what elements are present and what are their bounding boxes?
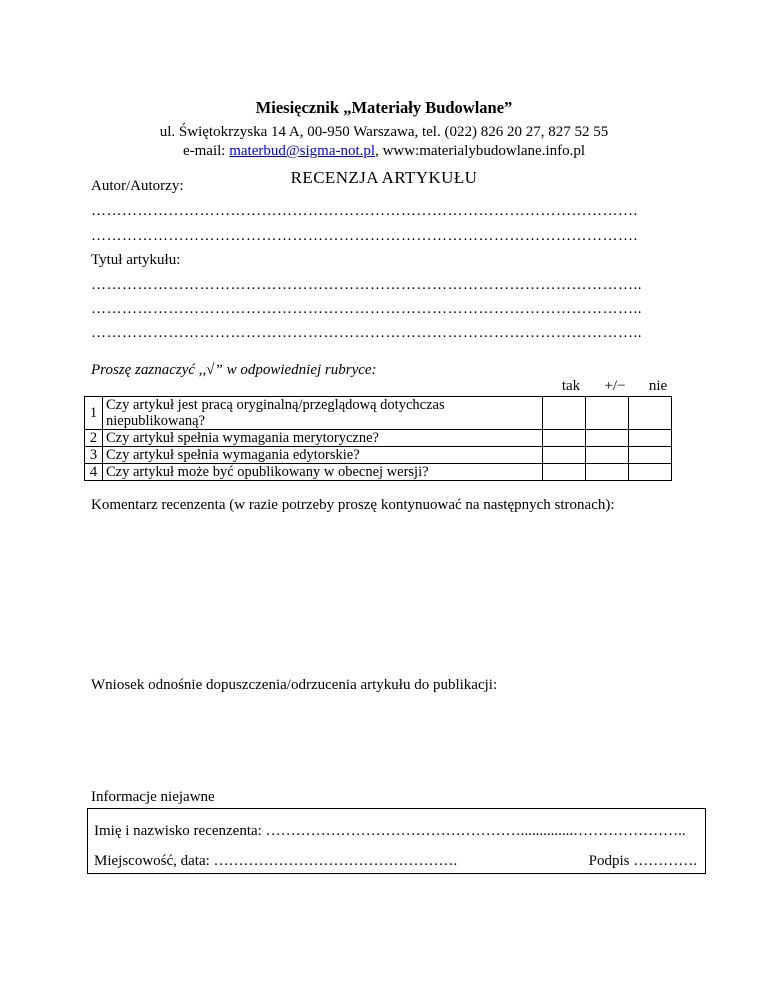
- table-row: [85, 464, 672, 481]
- question-number: 3: [85, 447, 103, 464]
- column-header-nie: nie: [648, 378, 668, 394]
- conclusion-area[interactable]: [87, 700, 706, 785]
- email-link[interactable]: materbud@sigma-not.pl: [229, 143, 376, 159]
- table-row: [85, 397, 672, 430]
- journal-contact: [0, 143, 768, 160]
- table-row: [85, 447, 672, 464]
- table-row: [85, 430, 672, 447]
- comment-label: Komentarz recenzenta (w razie potrzeby proszę kontynuować na następnych stronach):: [91, 497, 615, 513]
- question-text: Czy artykuł spełnia wymagania merytoryczne?: [103, 430, 543, 447]
- comment-area[interactable]: [87, 520, 706, 670]
- instruction-text: Proszę zaznaczyć ,,√” w odpowiedniej rubryce:: [91, 362, 377, 378]
- question-number: 4: [85, 464, 103, 481]
- confidential-box: [87, 808, 706, 874]
- column-header-partial: +/−: [604, 378, 626, 394]
- checkbox-partial[interactable]: [586, 430, 629, 447]
- checkbox-nie[interactable]: [629, 430, 672, 447]
- article-title-field-line[interactable]: ……………………………………………………………………………………………..: [91, 277, 642, 293]
- checkbox-tak[interactable]: [543, 430, 586, 447]
- place-date-field[interactable]: Miejscowość, data: ………………………………………….: [94, 853, 458, 869]
- email-prefix: e-mail:: [182, 143, 230, 159]
- question-text: Czy artykuł spełnia wymagania edytorskie?: [103, 447, 543, 464]
- author-label: Autor/Autorzy:: [91, 178, 184, 194]
- question-text: Czy artykuł może być opublikowany w obecnej wersji?: [103, 464, 543, 481]
- question-text: Czy artykuł jest pracą oryginalną/przeglądową dotychczas niepublikowaną?: [103, 397, 543, 430]
- signature-field[interactable]: Podpis ………….: [588, 853, 697, 869]
- column-header-tak: tak: [561, 378, 581, 394]
- checkbox-nie[interactable]: [629, 397, 672, 430]
- checkbox-nie[interactable]: [629, 447, 672, 464]
- author-field-line[interactable]: …………………………………………………………………………………………….: [91, 203, 638, 219]
- checkbox-partial[interactable]: [586, 464, 629, 481]
- checkbox-nie[interactable]: [629, 464, 672, 481]
- author-field-line[interactable]: …………………………………………………………………………………………….: [91, 228, 638, 244]
- questions-table: [84, 396, 672, 481]
- question-number: 2: [85, 430, 103, 447]
- checkbox-partial[interactable]: [586, 397, 629, 430]
- website-text: , www:materialybudowlane.info.pl: [375, 143, 586, 159]
- article-title-label: Tytuł artykułu:: [91, 252, 181, 268]
- question-number: 1: [85, 397, 103, 430]
- checkbox-tak[interactable]: [543, 397, 586, 430]
- journal-address: ul. Świętokrzyska 14 A, 00-950 Warszawa, tel. (022) 826 20 27, 827 52 55: [159, 124, 609, 140]
- article-title-field-line[interactable]: ……………………………………………………………………………………………..: [91, 301, 642, 317]
- checkbox-tak[interactable]: [543, 447, 586, 464]
- journal-title: Miesięcznik „Materiały Budowlane”: [255, 98, 513, 117]
- page-heading: RECENZJA ARTYKUŁU: [290, 168, 478, 187]
- reviewer-name-field[interactable]: Imię i nazwisko recenzenta: ……………………………………………..............…………………..: [94, 823, 686, 839]
- conclusion-label: Wniosek odnośnie dopuszczenia/odrzucenia artykułu do publikacji:: [91, 677, 498, 693]
- checkbox-partial[interactable]: [586, 447, 629, 464]
- confidential-label: Informacje niejawne: [91, 789, 215, 805]
- checkbox-tak[interactable]: [543, 464, 586, 481]
- article-title-field-line[interactable]: ……………………………………………………………………………………………..: [91, 325, 642, 341]
